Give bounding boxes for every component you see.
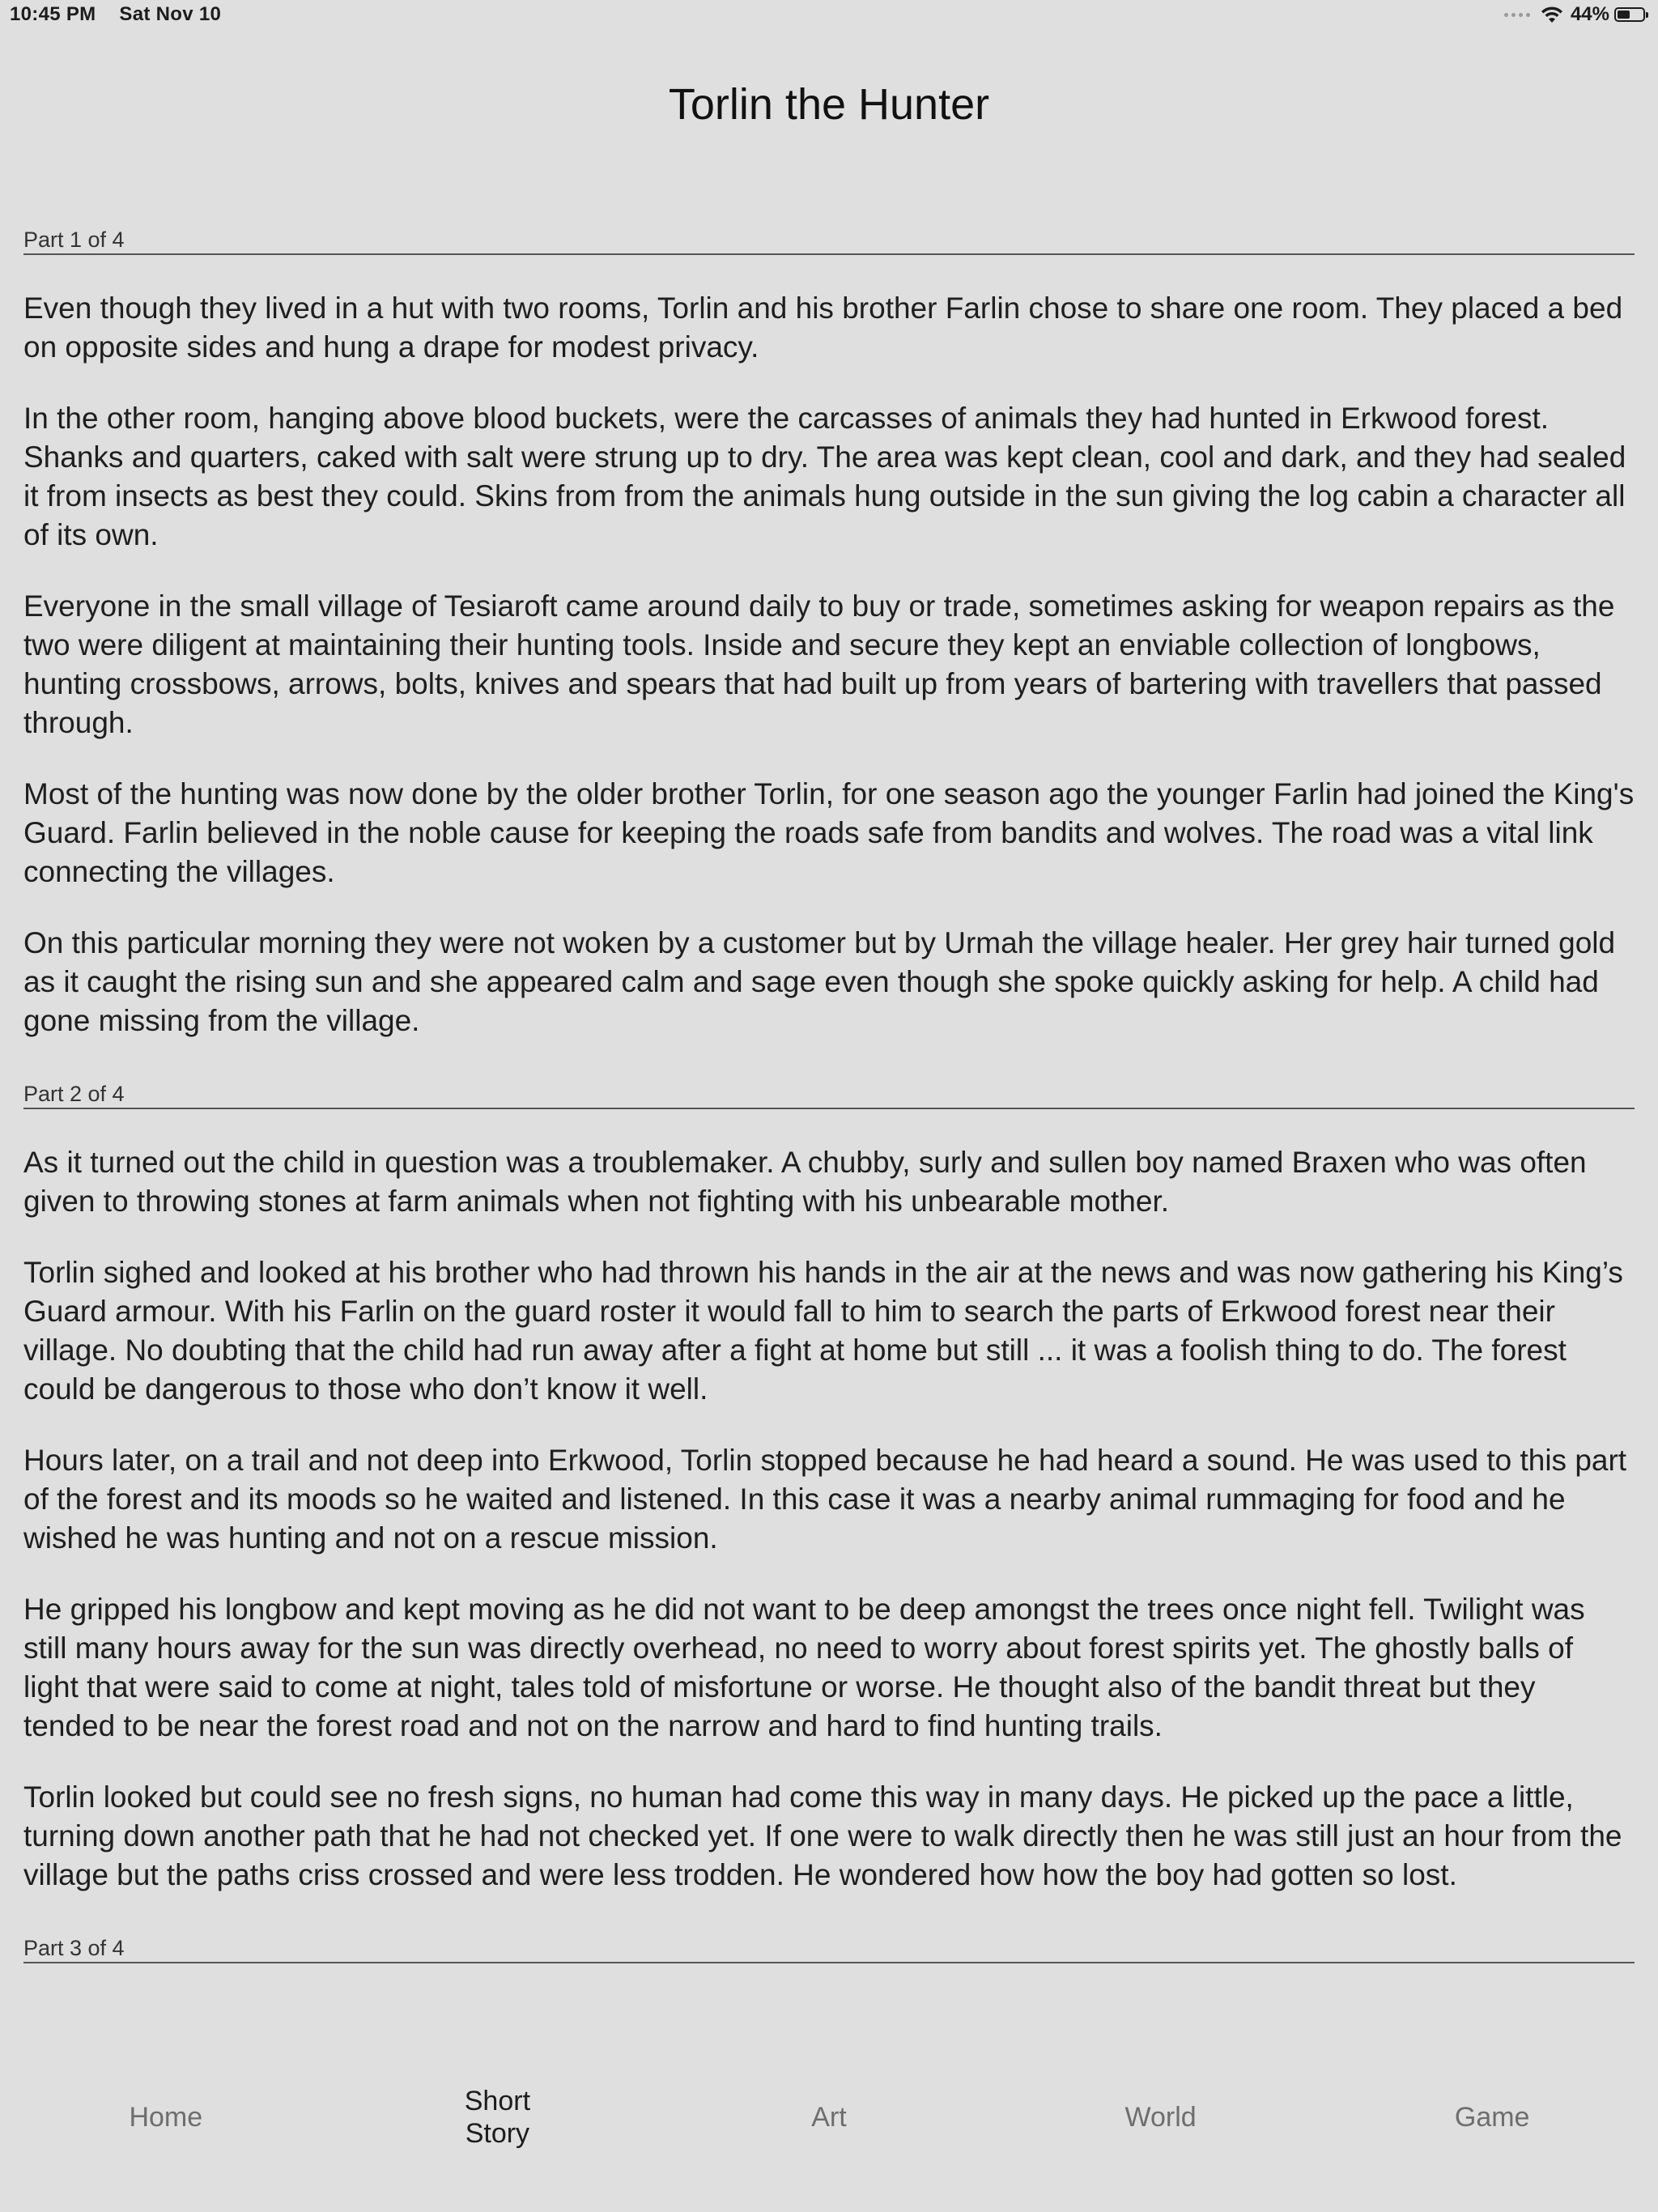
tab-world[interactable] [995,2101,1327,2133]
story-paragraph: As it turned out the child in question was a troublemaker. A chubby, surly and sullen boy named Braxen who was often given to throwing stones at farm animals when not fighting with his unbearable mother. [23,1146,1587,1218]
tab-label: Art [811,2102,847,2133]
tab-label: Short Story [464,2086,531,2149]
tab-art[interactable] [663,2101,995,2133]
status-date: Sat Nov 10 [119,3,222,25]
tab-short-story[interactable] [332,2085,664,2150]
page-title: Torlin the Hunter [668,80,990,129]
status-time: 10:45 PM [10,3,96,25]
story-part [23,227,1635,1040]
battery-icon [1614,7,1648,22]
story-part [23,1081,1635,1895]
story-paragraph: Hours later, on a trail and not deep into Erkwood, Torlin stopped because he had heard a sound. He was used to this part of the forest and its moods so he waited and listened. In this case it was a nearby animal rummaging for food and he wished he was hunting and not on a rescue mission. [23,1444,1627,1555]
tab-label: Home [129,2102,203,2133]
wifi-icon [1540,6,1564,23]
status-bar [0,0,1658,34]
part-header: Part 2 of 4 [23,1081,1635,1109]
story-paragraph: Most of the hunting was now done by the older brother Torlin, for one season ago the younger Farlin had joined the King's Guard. Farlin believed in the noble cause for keeping the roads safe from bandits and wolves. The road was a vital link connecting the villages. [23,777,1635,888]
tab-label: Game [1454,2102,1530,2133]
story-paragraph: In the other room, hanging above blood buckets, were the carcasses of animals they had hunted in Erkwood forest. Shanks and quarters, caked with salt were strung up to dry. The area was kept clean, cool and dark, and they had sealed it from insects as best they could. Skins from from the animals hung outside in the sun giving the log cabin a character all of its own. [23,402,1626,551]
part-header: Part 3 of 4 [23,1935,1635,1963]
story-paragraph: Even though they lived in a hut with two rooms, Torlin and his brother Farlin chose to share one room. They placed a bed on opposite sides and hung a drape for modest privacy. [23,291,1623,364]
story-paragraph: Everyone in the small village of Tesiaroft came around daily to buy or trade, sometimes asking for weapon repairs as the two were diligent at maintaining their hunting tools. Inside and secure they kept an enviable collection of longbows, hunting crossbows, arrows, bolts, knives and spears that had built up from years of bartering with travellers that passed through. [23,589,1615,739]
status-right [1504,3,1648,26]
tab-home[interactable] [0,2101,332,2133]
cellular-signal-icon [1504,13,1530,17]
story-part [23,1935,1635,1963]
story-paragraph: Torlin looked but could see no fresh signs, no human had come this way in many days. He picked up the pace a little, turning down another path that he had not checked yet. If one were to walk directly then he was still just an hour from the village but the paths criss crossed and were less trodden. He wondered how how the boy had gotten so lost. [23,1780,1622,1891]
story-paragraph: Torlin sighed and looked at his brother who had thrown his hands in the air at the news and was now gathering his King’s Guard armour. With his Farlin on the guard roster it would fall to him to search the parts of Erkwood forest near their village. No doubting that the child had run away after a fight at home but still ... it was a foolish thing to do. The forest could be dangerous to those who don’t know it well. [23,1256,1623,1406]
tab-label: World [1124,2102,1197,2133]
story-paragraph: On this particular morning they were not woken by a customer but by Urmah the village healer. Her grey hair turned gold as it caught the rising sun and she appeared calm and sage even though she spoke quickly asking for help. A child had gone missing from the village. [23,926,1616,1037]
status-left [10,3,239,26]
tab-bar [0,2073,1658,2162]
part-header: Part 1 of 4 [23,227,1635,255]
story-paragraph: He gripped his longbow and kept moving as he did not want to be deep amongst the trees once night fell. Twilight was still many hours away for the sun was directly overhead, no need to worry about forest spirits yet. The ghostly balls of light that were said to come at night, tales told of misfortune or worse. He thought also of the bandit threat but they tended to be near the forest road and not on the narrow and hard to find hunting trails. [23,1593,1585,1742]
battery-percent: 44% [1570,3,1609,25]
tab-game[interactable] [1326,2101,1658,2133]
story-content[interactable] [23,227,1635,2052]
